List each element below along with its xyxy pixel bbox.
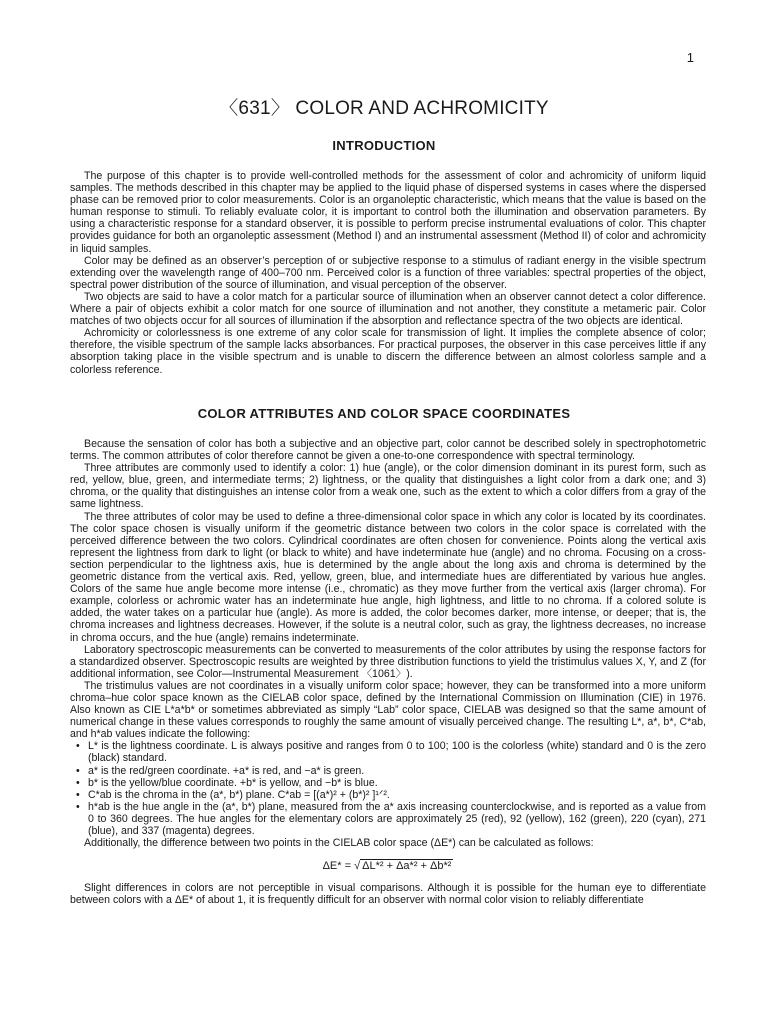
paragraph: Laboratory spectroscopic measurements can be converted to measurements of the color attributes by using the response factors for a standardized observer. Spectroscopic results are weighted by three distribution functions to yield the tristimulus values X, Y, and Z (for additional information, see Color—Instrumental Measurement 〈1061〉). bbox=[70, 643, 706, 680]
introduction-body bbox=[70, 170, 706, 376]
formula-rhs: ΔL*² + Δa*² + Δb*² bbox=[362, 860, 452, 873]
attributes-heading: COLOR ATTRIBUTES AND COLOR SPACE COORDINATES bbox=[197, 406, 571, 421]
delta-e-formula bbox=[70, 859, 706, 872]
list-item: • L* is the lightness coordinate. L is always positive and ranges from 0 to 100; 100 is the colorless (white) standard and 0 is the zero (black) standard. bbox=[88, 740, 706, 764]
paragraph: Color may be defined as an observer’s perception of or subjective response to a stimulus of radiant energy in the visible spectrum extending over the wavelength range of 400–700 nm. Perceived color is a function of three variables: spectral properties of the object, spectral power distribution of the source of illumination, and visual perception of the observer. bbox=[70, 254, 706, 291]
paragraph: Because the sensation of color has both a subjective and an objective part, color cannot be described solely in spectrophotometric terms. The common attributes of color therefore cannot be given a one-to-one correspondence with spectral terminology. bbox=[70, 438, 706, 463]
list-item: • b* is the yellow/blue coordinate. +b* is yellow, and −b* is blue. bbox=[88, 777, 706, 789]
paragraph: The three attributes of color may be used to define a three-dimensional color space in which any color is located by its coordinates. The color space chosen is visually uniform if the geometric distance between two colors in the color space is correlated with the perceived difference between the two colors. Cylindrical coordinates are often chosen for convenience. Points along the vertical axis represent the lightness from dark to light (or black to white) and have indeterminate hue (angle) and no chroma. Focusing on a cross-section perpendicular to the lightness axis, hue is determined by the angle about the long axis and chroma is determined by the geometric distance from the vertical axis. Red, yellow, green, blue, and intermediate hues are differentiated by various hue angles. Colors of the same hue angle become more intense (i.e., chromatic) as they move further from the vertical axis (larger chroma). For example, colorless or achromic water has an indeterminate hue angle, high lightness, and little to no chroma. If a colored solute is added, the water takes on a particular hue (angle). As more is added, the color becomes darker, more intense, or deeper; that is, the chroma increases and lightness decreases. However, if the solute is a neutral color, such as gray, the lightness decreases, no increase in chroma occurs, and the hue (angle) remains indeterminate. bbox=[70, 510, 706, 644]
formula-lhs: ΔE* = bbox=[322, 860, 352, 873]
paragraph: The tristimulus values are not coordinates in a visually uniform color space; however, they can be transformed into a more uniform chroma–hue color space known as the CIELAB color space, defined by the International Commission on Illumination (CIE) in 1976. Also known as CIE L*a*b* or sometimes abbreviated as simply “Lab” color space, CIELAB was designed so that the same amount of numerical change in these values corresponds to roughly the same amount of visually perceived change. The resulting L*, a*, b*, C*ab, and h*ab values indicate the following: bbox=[70, 679, 706, 741]
sqrt-icon: √ bbox=[354, 860, 361, 873]
attribute-list bbox=[70, 740, 706, 837]
list-item: • C*ab is the chroma in the (a*, b*) plane. C*ab = [(a*)² + (b*)² ]¹ᐟ². bbox=[88, 789, 706, 801]
attributes-body bbox=[70, 438, 706, 906]
paragraph: The purpose of this chapter is to provide well-controlled methods for the assessment of color and achromicity of uniform liquid samples. The methods described in this chapter may be applied to the liquid phase of dispersed systems in cases where the dispersed phase can be removed prior to color measurements. Color is an organoleptic characteristic, which means that the value is based on the human response to stimuli. To reliably evaluate color, it is important to control both the illumination and observation parameters. By using a characteristic response for a standard observer, it is possible to perform precise instrumental evaluations of color. This chapter provides guidance for both an organoleptic assessment (Method I) and an instrumental assessment (Method II) of color and achromicity in liquid samples. bbox=[70, 170, 706, 255]
paragraph: Three attributes are commonly used to identify a color: 1) hue (angle), or the color dimension dominant in its purest form, such as red, yellow, blue, green, and intermediate terms; 2) lightness, or the quality that distinguishes a light color from a dark one; and 3) chroma, or the quality that distinguishes an intense color from a weak one, such as the extent to which a color differs from a gray of the same lightness. bbox=[70, 462, 706, 511]
list-item: • a* is the red/green coordinate. +a* is red, and −a* is green. bbox=[88, 765, 706, 777]
paragraph: Slight differences in colors are not perceptible in visual comparisons. Although it is possible for the human eye to differentiate between colors with a ΔE* of about 1, it is frequently difficult for an observer with normal color vision to reliably differentiate bbox=[70, 882, 706, 907]
paragraph: Two objects are said to have a color match for a particular source of illumination when an observer cannot detect a color difference. Where a pair of objects exhibit a color match for one source of illumination and not another, they constitute a metameric pair. Color matches of two objects occur for all sources of illumination if the absorption and reflectance spectra of the two objects are identical. bbox=[70, 290, 706, 328]
introduction-heading: INTRODUCTION bbox=[332, 138, 436, 153]
chapter-title: 〈631〉 COLOR AND ACHROMICITY bbox=[219, 98, 549, 119]
page-number: 1 bbox=[686, 50, 694, 65]
paragraph: Achromicity or colorlessness is one extreme of any color scale for transmission of light. It implies the complete absence of color; therefore, the visible spectrum of the sample lacks absorbances. For practical purposes, the observer in this case perceives little if any absorption taking place in the visible spectrum and is unable to discern the difference between an almost colorless sample and a colorless reference. bbox=[70, 327, 706, 376]
list-item: • h*ab is the hue angle in the (a*, b*) plane, measured from the a* axis increasing counterclockwise, and is reported as a value from 0 to 360 degrees. The hue angles for the elementary colors are approximately 25 (red), 92 (yellow), 162 (green), 220 (cyan), 271 (blue), and 337 (magenta) degrees. bbox=[88, 801, 706, 837]
paragraph: Additionally, the difference between two points in the CIELAB color space (ΔE*) can be calculated as follows: bbox=[84, 837, 594, 850]
